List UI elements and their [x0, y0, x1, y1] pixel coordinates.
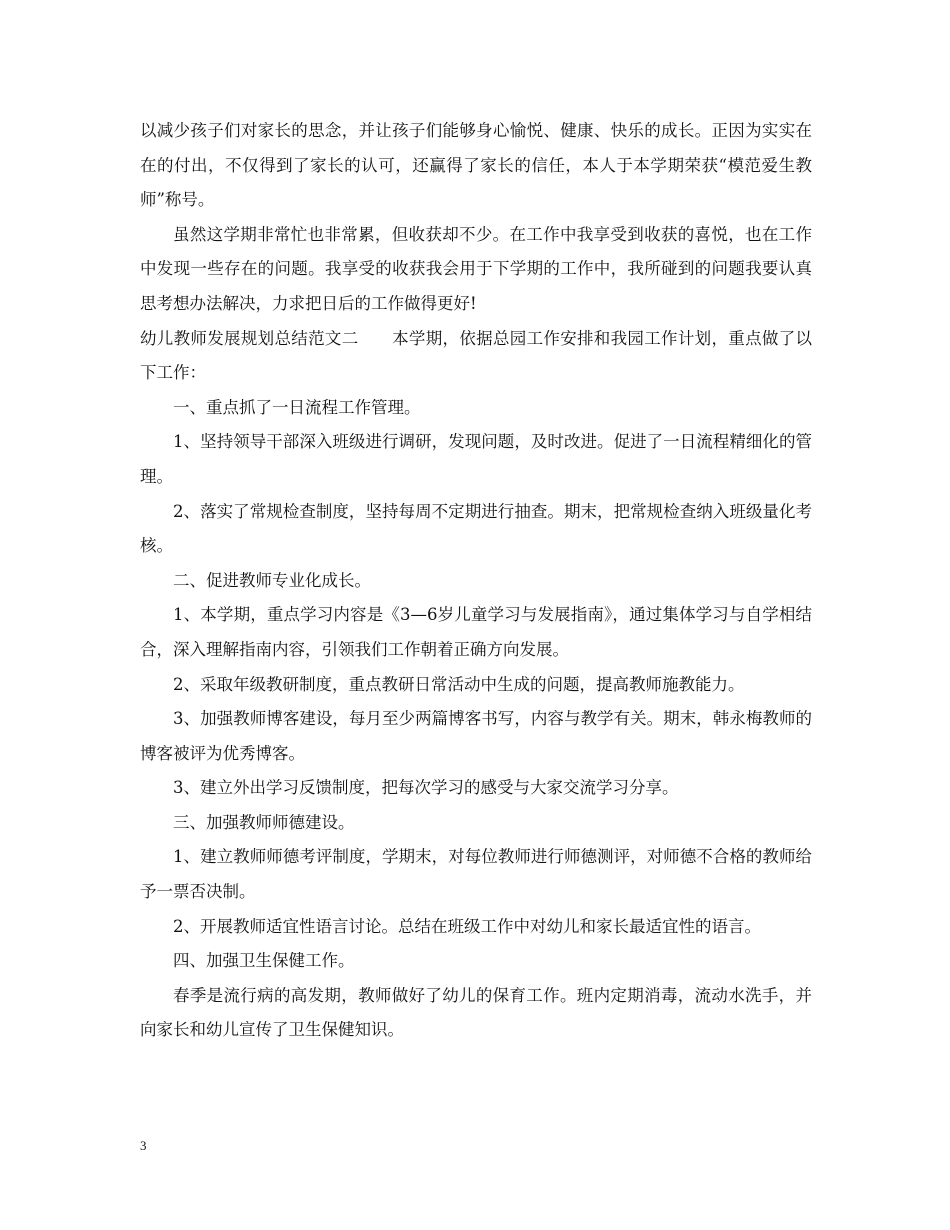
heading-daily-process: 一、重点抓了一日流程工作管理。	[173, 397, 421, 417]
paragraph-reflection: 虽然这学期非常忙也非常累，但收获却不少。在工作中我享受到收获的喜悦，也在工作中发现一些存在的问题。我享受的收获我会用于下学期的工作中，我所碰到的问题我要认真思考想办法解决，力求把日后的工作做得更好!	[140, 224, 812, 313]
paragraph-item: 1、建立教师师德考评制度，学期末，对每位教师进行师德测评，对师德不合格的教师给予一票否决制。	[140, 847, 812, 902]
paragraph-item: 2、落实了常规检查制度，坚持每周不定期进行抽查。期末，把常规检查纳入班级量化考核。	[140, 501, 812, 556]
heading-teacher-ethics: 三、加强教师师德建设。	[173, 812, 355, 832]
paragraph-item: 2、采取年级教研制度，重点教研日常活动中生成的问题，提高教师施教能力。	[173, 674, 745, 694]
heading-health-care: 四、加强卫生保健工作。	[173, 951, 355, 971]
paragraph-item: 1、坚持领导干部深入班级进行调研，发现问题，及时改进。促进了一日流程精细化的管理。	[140, 432, 812, 486]
paragraph-item: 1、本学期，重点学习内容是《3—6岁儿童学习与发展指南》，通过集体学习与自学相结合，深入理解指南内容，引领我们工作朝着正确方向发展。	[140, 605, 812, 659]
paragraph-item: 3、建立外出学习反馈制度，把每次学习的感受与大家交流学习分享。	[173, 778, 679, 798]
paragraph-continuation: 以减少孩子们对家长的思念，并让孩子们能够身心愉悦、健康、快乐的成长。正因为实实在在的付出，不仅得到了家长的认可，还赢得了家长的信任，本人于本学期荣获“模范爱生教师”称号。	[140, 121, 812, 210]
paragraph-item: 2、开展教师适宜性语言讨论。总结在班级工作中对幼儿和家长最适宜性的语言。	[173, 916, 761, 936]
paragraph-section-title: 幼儿教师发展规划总结范文二 本学期，依据总园工作安排和我园工作计划，重点做了以下工作：	[140, 328, 812, 383]
paragraph-item: 3、加强教师博客建设，每月至少两篇博客书写，内容与教学有关。期末，韩永梅教师的博客被评为优秀博客。	[140, 709, 812, 763]
document-body	[140, 114, 812, 1048]
heading-teacher-growth: 二、促进教师专业化成长。	[173, 570, 371, 590]
paragraph-item: 春季是流行病的高发期，教师做好了幼儿的保育工作。班内定期消毒，流动水洗手，并向家长和幼儿宣传了卫生保健知识。	[140, 985, 812, 1040]
page-number: 3	[140, 1138, 147, 1153]
